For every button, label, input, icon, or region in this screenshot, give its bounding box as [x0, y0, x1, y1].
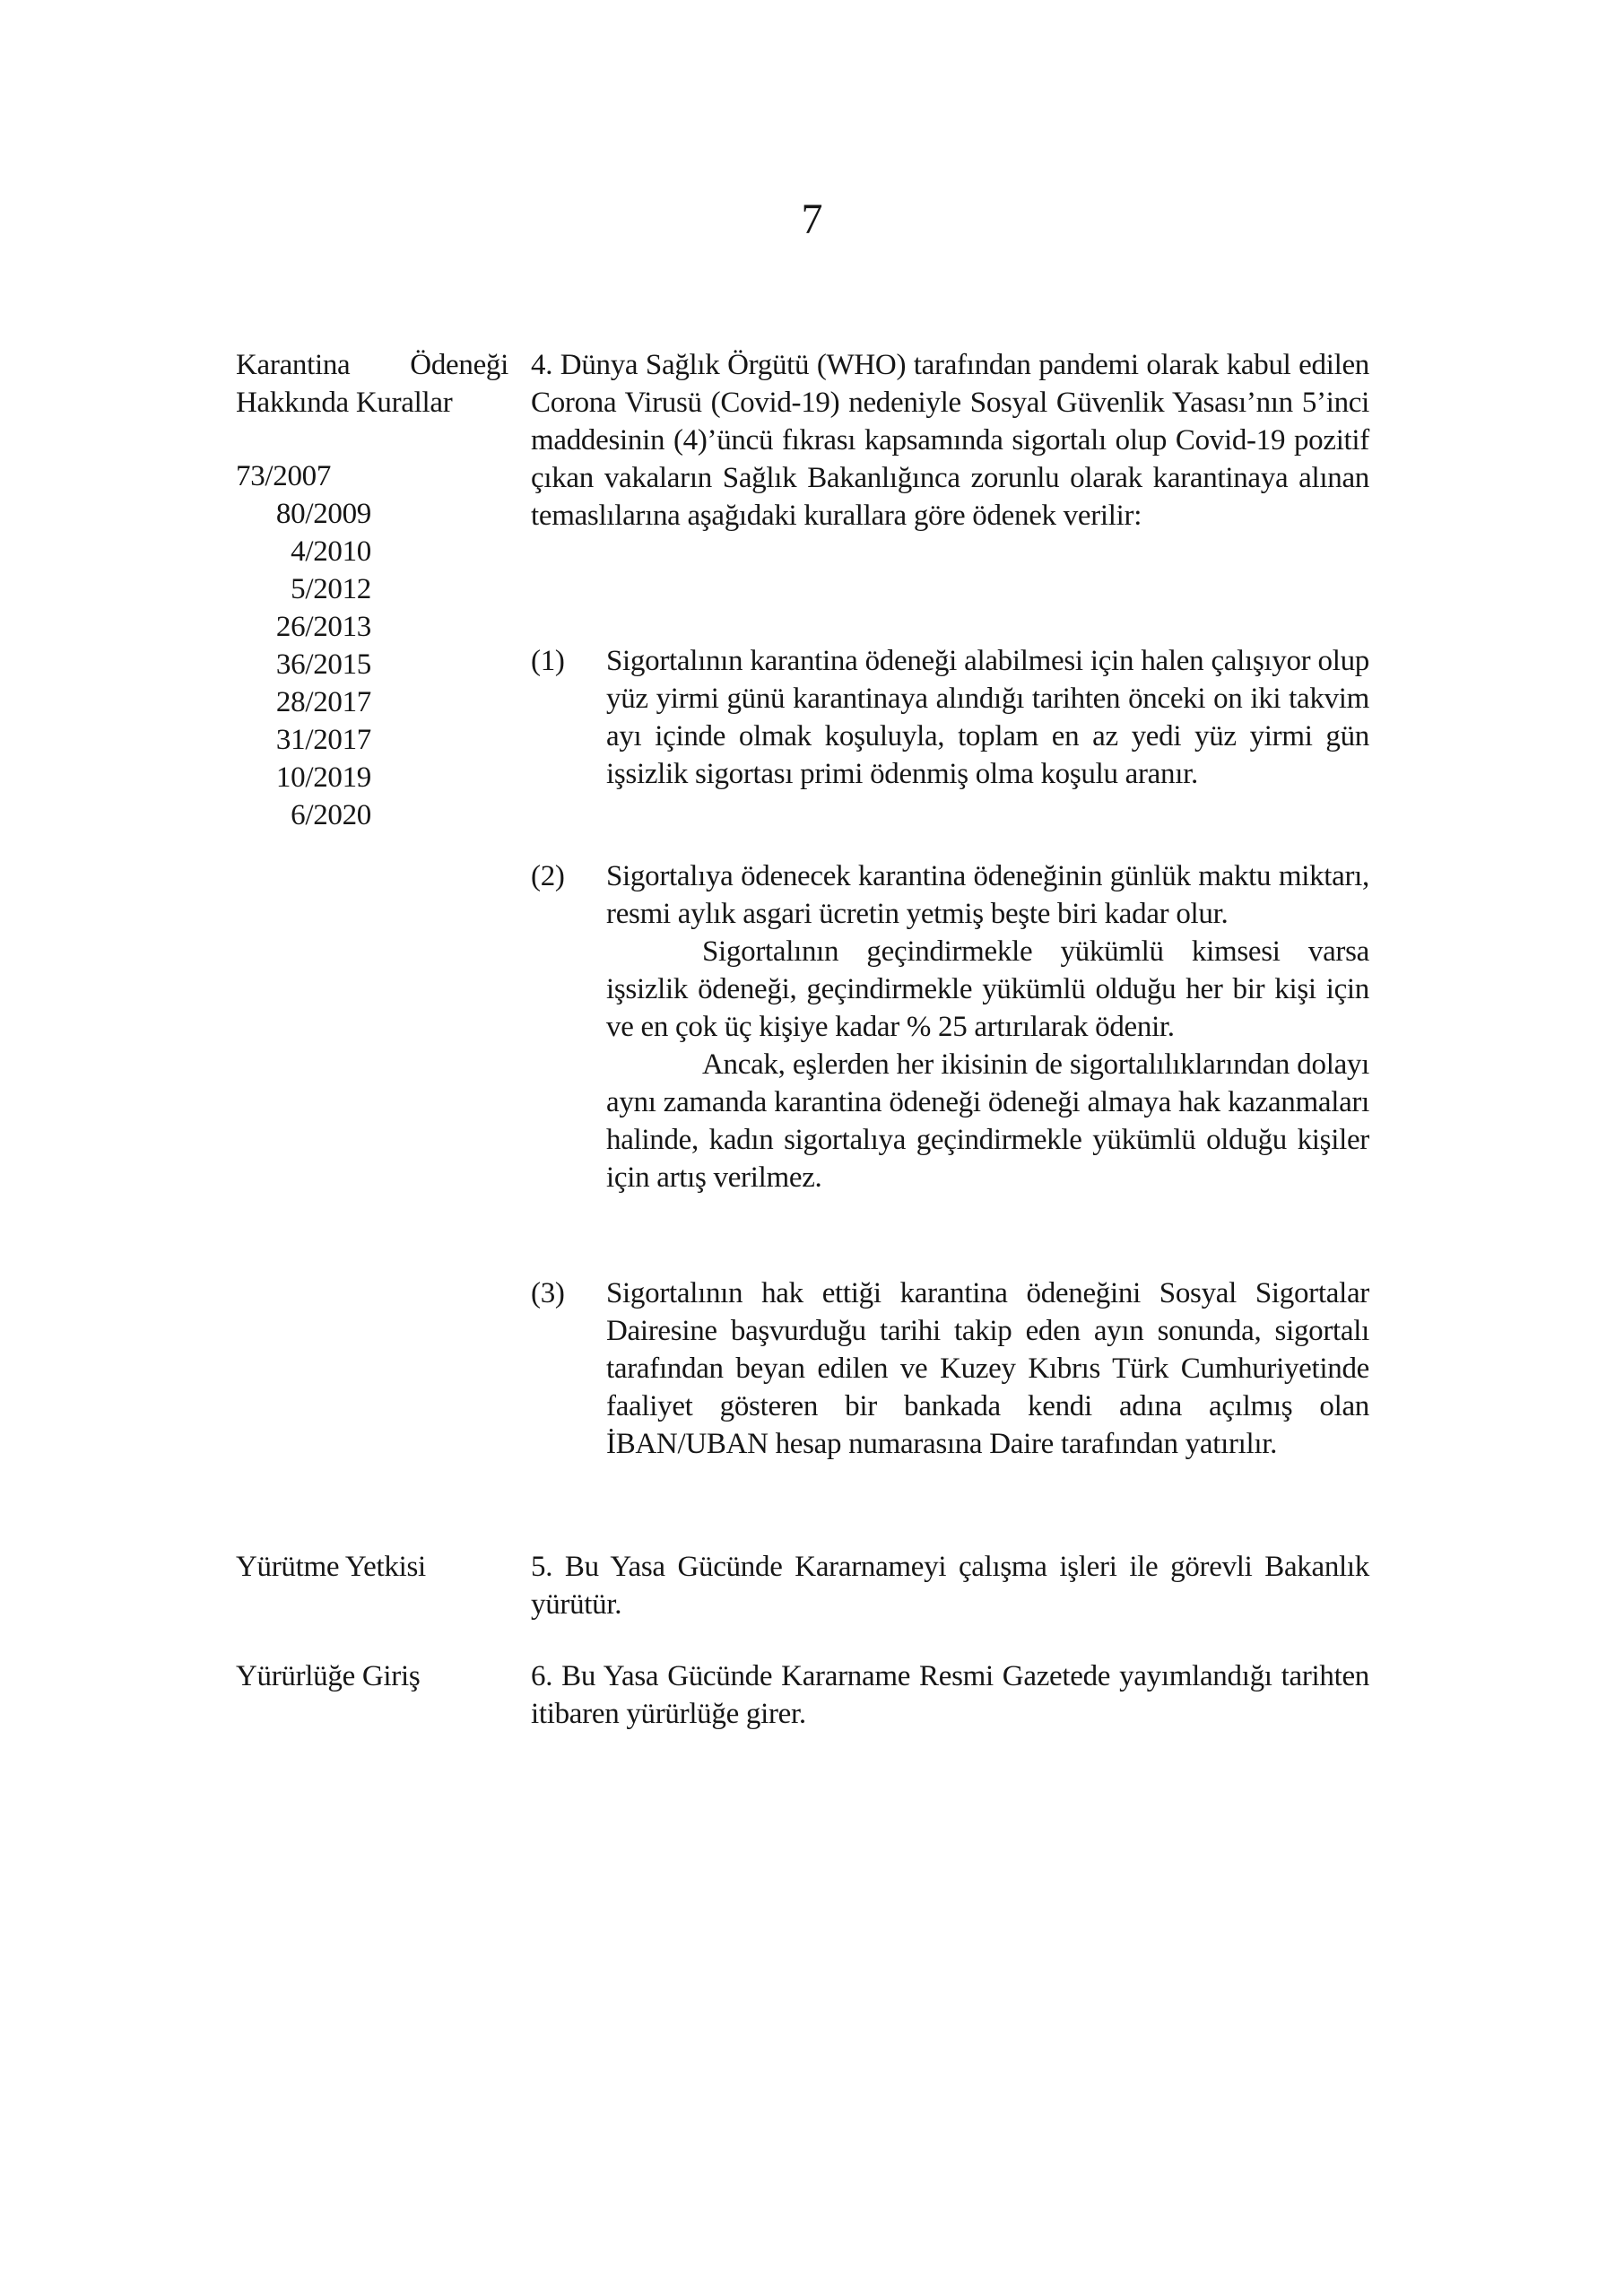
amendment-item: 80/2009	[275, 498, 371, 530]
clause-2-paragraph: Sigortalıya ödenecek karantina ödeneğinin günlük maktu miktarı, resmi aylık asgari ücretin yetmiş beşte biri kadar olur.	[606, 860, 1369, 930]
amendment-item: 5/2012	[291, 573, 371, 605]
clause-2-number: (2)	[531, 860, 565, 892]
clause-1-paragraph: Sigortalının karantina ödeneği alabilmesi için halen çalışıyor olup yüz yirmi günü karantinaya alındığı tarihten önceki on iki takvim ayı içinde olmak koşuluyla, toplam en az yedi yüz yirmi gün işsizlik sigortası primi ödenmiş olma koşulu aranır.	[606, 645, 1369, 790]
clause-3-paragraph: Sigortalının hak ettiği karantina ödeneğini Sosyal Sigortalar Dairesine başvurduğu tarihi takip eden ayın sonunda, sigortalı tarafından beyan edilen ve Kuzey Kıbrıs Türk Cumhuriyetinde faaliyet gösteren bir bankada kendi adına açılmış olan İBAN/UBAN hesap numarasına Daire tarafından yatırılır.	[606, 1277, 1369, 1460]
clause-3-number: (3)	[531, 1277, 565, 1309]
execution-authority-label: Yürütme Yetkisi	[236, 1551, 426, 1583]
amendment-item: 36/2015	[275, 648, 371, 681]
amendment-list	[236, 457, 371, 834]
ruling-title-label: Karantina Ödeneği Hakkında Kurallar	[236, 349, 508, 419]
article-5-paragraph: 5. Bu Yasa Gücünde Kararnameyi çalışma işleri ile görevli Bakanlık yürütür.	[531, 1551, 1369, 1621]
amendment-item: 4/2010	[291, 535, 371, 568]
clause-2-body	[606, 857, 1369, 1196]
amendment-item: 10/2019	[275, 761, 371, 794]
amendment-item: 28/2017	[275, 686, 371, 718]
amendment-item: 6/2020	[291, 799, 371, 831]
article-4-paragraph: 4. Dünya Sağlık Örgütü (WHO) tarafından pandemi olarak kabul edilen Corona Virusü (Covid-19) nedeniyle Sosyal Güvenlik Yasası’nın 5’inci maddesinin (4)’üncü fıkrası kapsamında sigortalı olup Covid-19 pozitif çıkan vakaların Sağlık Bakanlığınca zorunlu olarak karantinaya alınan temaslılarına aşağıdaki kurallara göre ödenek verilir:	[531, 349, 1369, 532]
clause-1	[531, 642, 1369, 793]
clause-3-body	[606, 1274, 1369, 1463]
amendment-item: 31/2017	[275, 724, 371, 756]
entry-into-force-label: Yürürlüğe Giriş	[236, 1660, 421, 1692]
clause-2-paragraph: Sigortalının geçindirmekle yükümlü kimsesi varsa işsizlik ödeneği, geçindirmekle yükümlü olduğu her bir kişi için ve en çok üç kişiye kadar % 25 artırılarak ödenir.	[606, 935, 1369, 1043]
article-6-paragraph: 6. Bu Yasa Gücünde Kararname Resmi Gazetede yayımlandığı tarihten itibaren yürürlüğe girer.	[531, 1660, 1369, 1730]
clause-3	[531, 1274, 1369, 1463]
clause-1-body	[606, 642, 1369, 793]
page-number: 7	[801, 196, 823, 243]
amendment-item: 26/2013	[275, 611, 371, 643]
clause-2-paragraph: Ancak, eşlerden her ikisinin de sigortalılıklarından dolayı aynı zamanda karantina ödeneği ödeneği almaya hak kazanmaları halinde, kadın sigortalıya geçindirmekle yükümlü olduğu kişiler için artış verilmez.	[606, 1048, 1369, 1194]
amendment-item: 73/2007	[236, 460, 332, 492]
clause-1-number: (1)	[531, 645, 565, 677]
clause-2	[531, 857, 1369, 1196]
